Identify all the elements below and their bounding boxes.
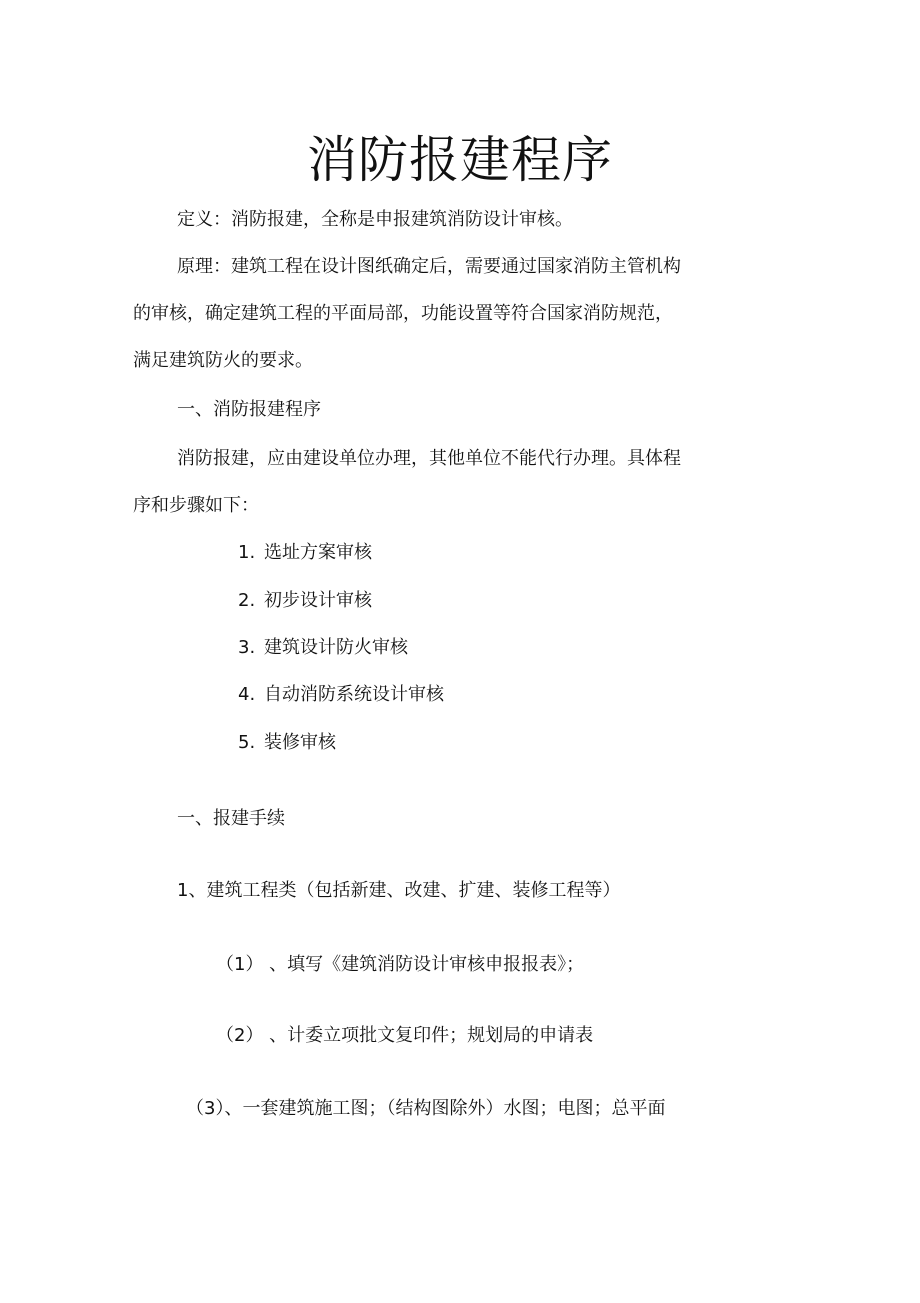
step-number: 5. — [238, 732, 256, 753]
step-text: 自动消防系统设计审核 — [264, 684, 444, 705]
procedure-paragraph-line-1: 消防报建，应由建设单位办理，其他单位不能代行办理。具体程 — [177, 448, 681, 469]
principle-text-line-3: 满足建筑防火的要求。 — [133, 350, 313, 371]
formality-item-3: （3）、一套建筑施工图；（结构图除外）水图；电图；总平面 — [186, 1098, 666, 1119]
formality-item-2: （2） 、计委立项批文复印件；规划局的申请表 — [216, 1025, 594, 1046]
step-list-item — [238, 588, 372, 614]
step-list-item — [238, 635, 408, 661]
step-list-item — [238, 682, 444, 708]
page-title: 消防报建程序 — [307, 131, 613, 189]
formality-item-1: （1） 、填写《建筑消防设计审核申报报表》； — [216, 954, 585, 975]
section-heading-procedure: 一、消防报建程序 — [177, 399, 321, 420]
procedure-paragraph-line-2: 序和步骤如下： — [133, 495, 259, 516]
step-text: 装修审核 — [264, 732, 336, 753]
principle-text-line-1: 原理：建筑工程在设计图纸确定后，需要通过国家消防主管机构 — [177, 256, 681, 277]
step-list-item — [238, 540, 372, 566]
step-text: 建筑设计防火审核 — [264, 637, 408, 658]
step-text: 初步设计审核 — [264, 590, 372, 611]
definition-text: 定义：消防报建，全称是申报建筑消防设计审核。 — [177, 209, 573, 230]
step-number: 2. — [238, 590, 256, 611]
subsection-heading-construction: 1、建筑工程类（包括新建、改建、扩建、装修工程等） — [177, 880, 621, 901]
principle-text-line-2: 的审核，确定建筑工程的平面局部，功能设置等符合国家消防规范， — [133, 303, 673, 324]
step-number: 4. — [238, 684, 256, 705]
step-number: 1. — [238, 542, 256, 563]
step-number: 3. — [238, 637, 256, 658]
section-heading-formalities: 一、报建手续 — [177, 808, 285, 829]
step-text: 选址方案审核 — [264, 542, 372, 563]
step-list-item — [238, 730, 336, 756]
